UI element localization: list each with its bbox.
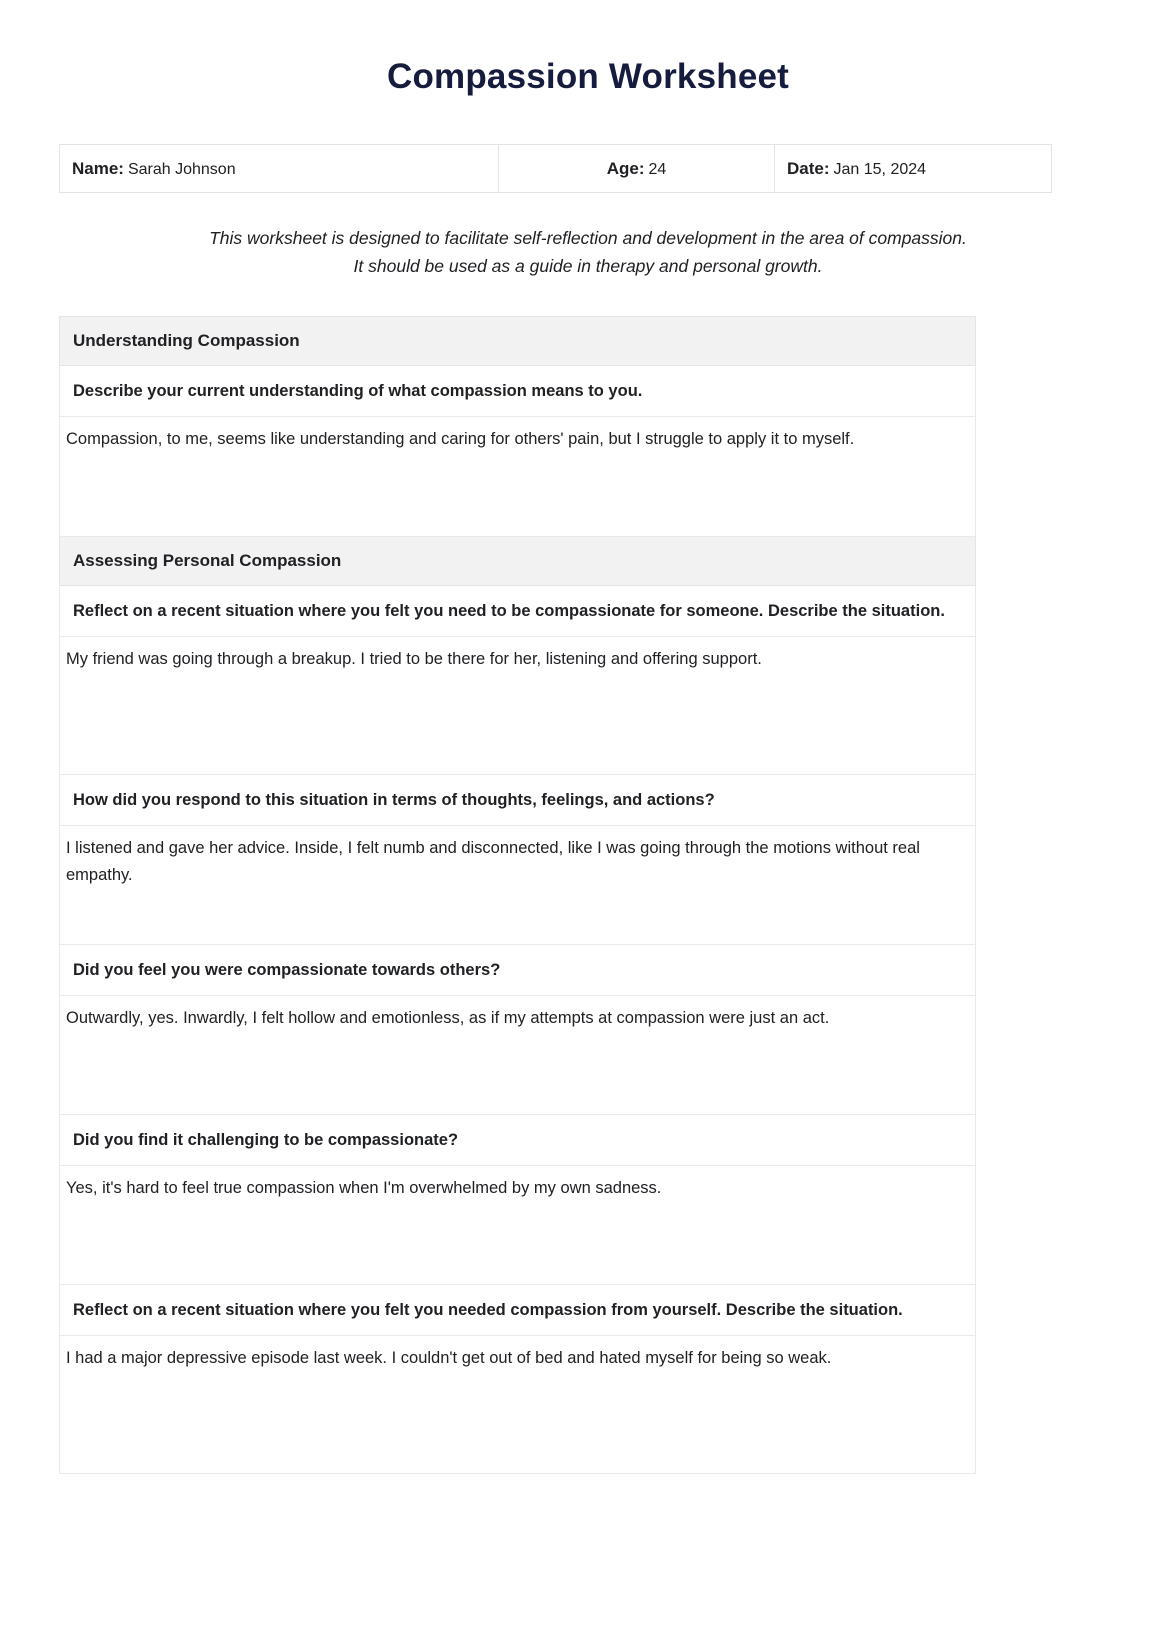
section-header-row [60,537,976,586]
answer-text[interactable]: Yes, it's hard to feel true compassion when I'm overwhelmed by my own sadness. [66,1179,662,1197]
answer-field[interactable] [60,826,976,945]
worksheet-table [59,316,976,1474]
intro-line-2: It should be used as a guide in therapy and personal growth. [353,256,823,276]
question-text: Describe your current understanding of what compassion means to you. [60,366,976,417]
question-text: How did you respond to this situation in terms of thoughts, feelings, and actions? [60,775,976,826]
name-label: Name: [72,158,124,178]
question-text: Reflect on a recent situation where you felt you needed compassion from yourself. Describe the situation. [60,1285,976,1336]
answer-row[interactable] [60,417,976,537]
answer-row[interactable] [60,1166,976,1285]
identity-row [60,145,1052,193]
question-text: Reflect on a recent situation where you felt you need to be compassionate for someone. Describe the situation. [60,586,976,637]
question-row [60,586,976,637]
name-cell [60,145,499,193]
age-label: Age: [606,158,645,178]
section-heading: Understanding Compassion [60,317,976,366]
answer-row[interactable] [60,826,976,945]
answer-text[interactable]: I had a major depressive episode last week. I couldn't get out of bed and hated myself for being so weak. [66,1349,832,1367]
section-heading: Assessing Personal Compassion [60,537,976,586]
date-value[interactable]: Jan 15, 2024 [833,160,927,178]
answer-row[interactable] [60,996,976,1115]
answer-field[interactable] [60,996,976,1115]
answer-field[interactable] [60,1336,976,1474]
answer-text[interactable]: I listened and gave her advice. Inside, I felt numb and disconnected, like I was going through the motions without real empathy. [66,839,920,884]
question-row [60,1285,976,1336]
question-row [60,1115,976,1166]
answer-row[interactable] [60,1336,976,1474]
age-cell [499,145,775,193]
name-value[interactable]: Sarah Johnson [127,160,236,178]
answer-text[interactable]: My friend was going through a breakup. I tried to be there for her, listening and offering support. [66,650,762,668]
answer-row[interactable] [60,637,976,775]
answer-field[interactable] [60,1166,976,1285]
question-row [60,366,976,417]
intro-paragraph [130,193,1047,280]
age-value[interactable]: 24 [648,160,667,178]
answer-text[interactable]: Compassion, to me, seems like understanding and caring for others' pain, but I struggle to apply it to myself. [66,430,855,448]
date-label: Date: [787,158,830,178]
answer-field[interactable] [60,637,976,775]
date-cell [775,145,1052,193]
question-row [60,945,976,996]
answer-field[interactable] [60,417,976,537]
question-row [60,775,976,826]
answer-text[interactable]: Outwardly, yes. Inwardly, I felt hollow and emotionless, as if my attempts at compassion were just an act. [66,1009,830,1027]
question-text: Did you feel you were compassionate towards others? [60,945,976,996]
question-text: Did you find it challenging to be compassionate? [60,1115,976,1166]
intro-line-1: This worksheet is designed to facilitate self-reflection and development in the area of compassion. [209,228,967,248]
page-title: Compassion Worksheet [386,57,790,96]
section-header-row [60,317,976,366]
identity-table [59,144,1052,193]
